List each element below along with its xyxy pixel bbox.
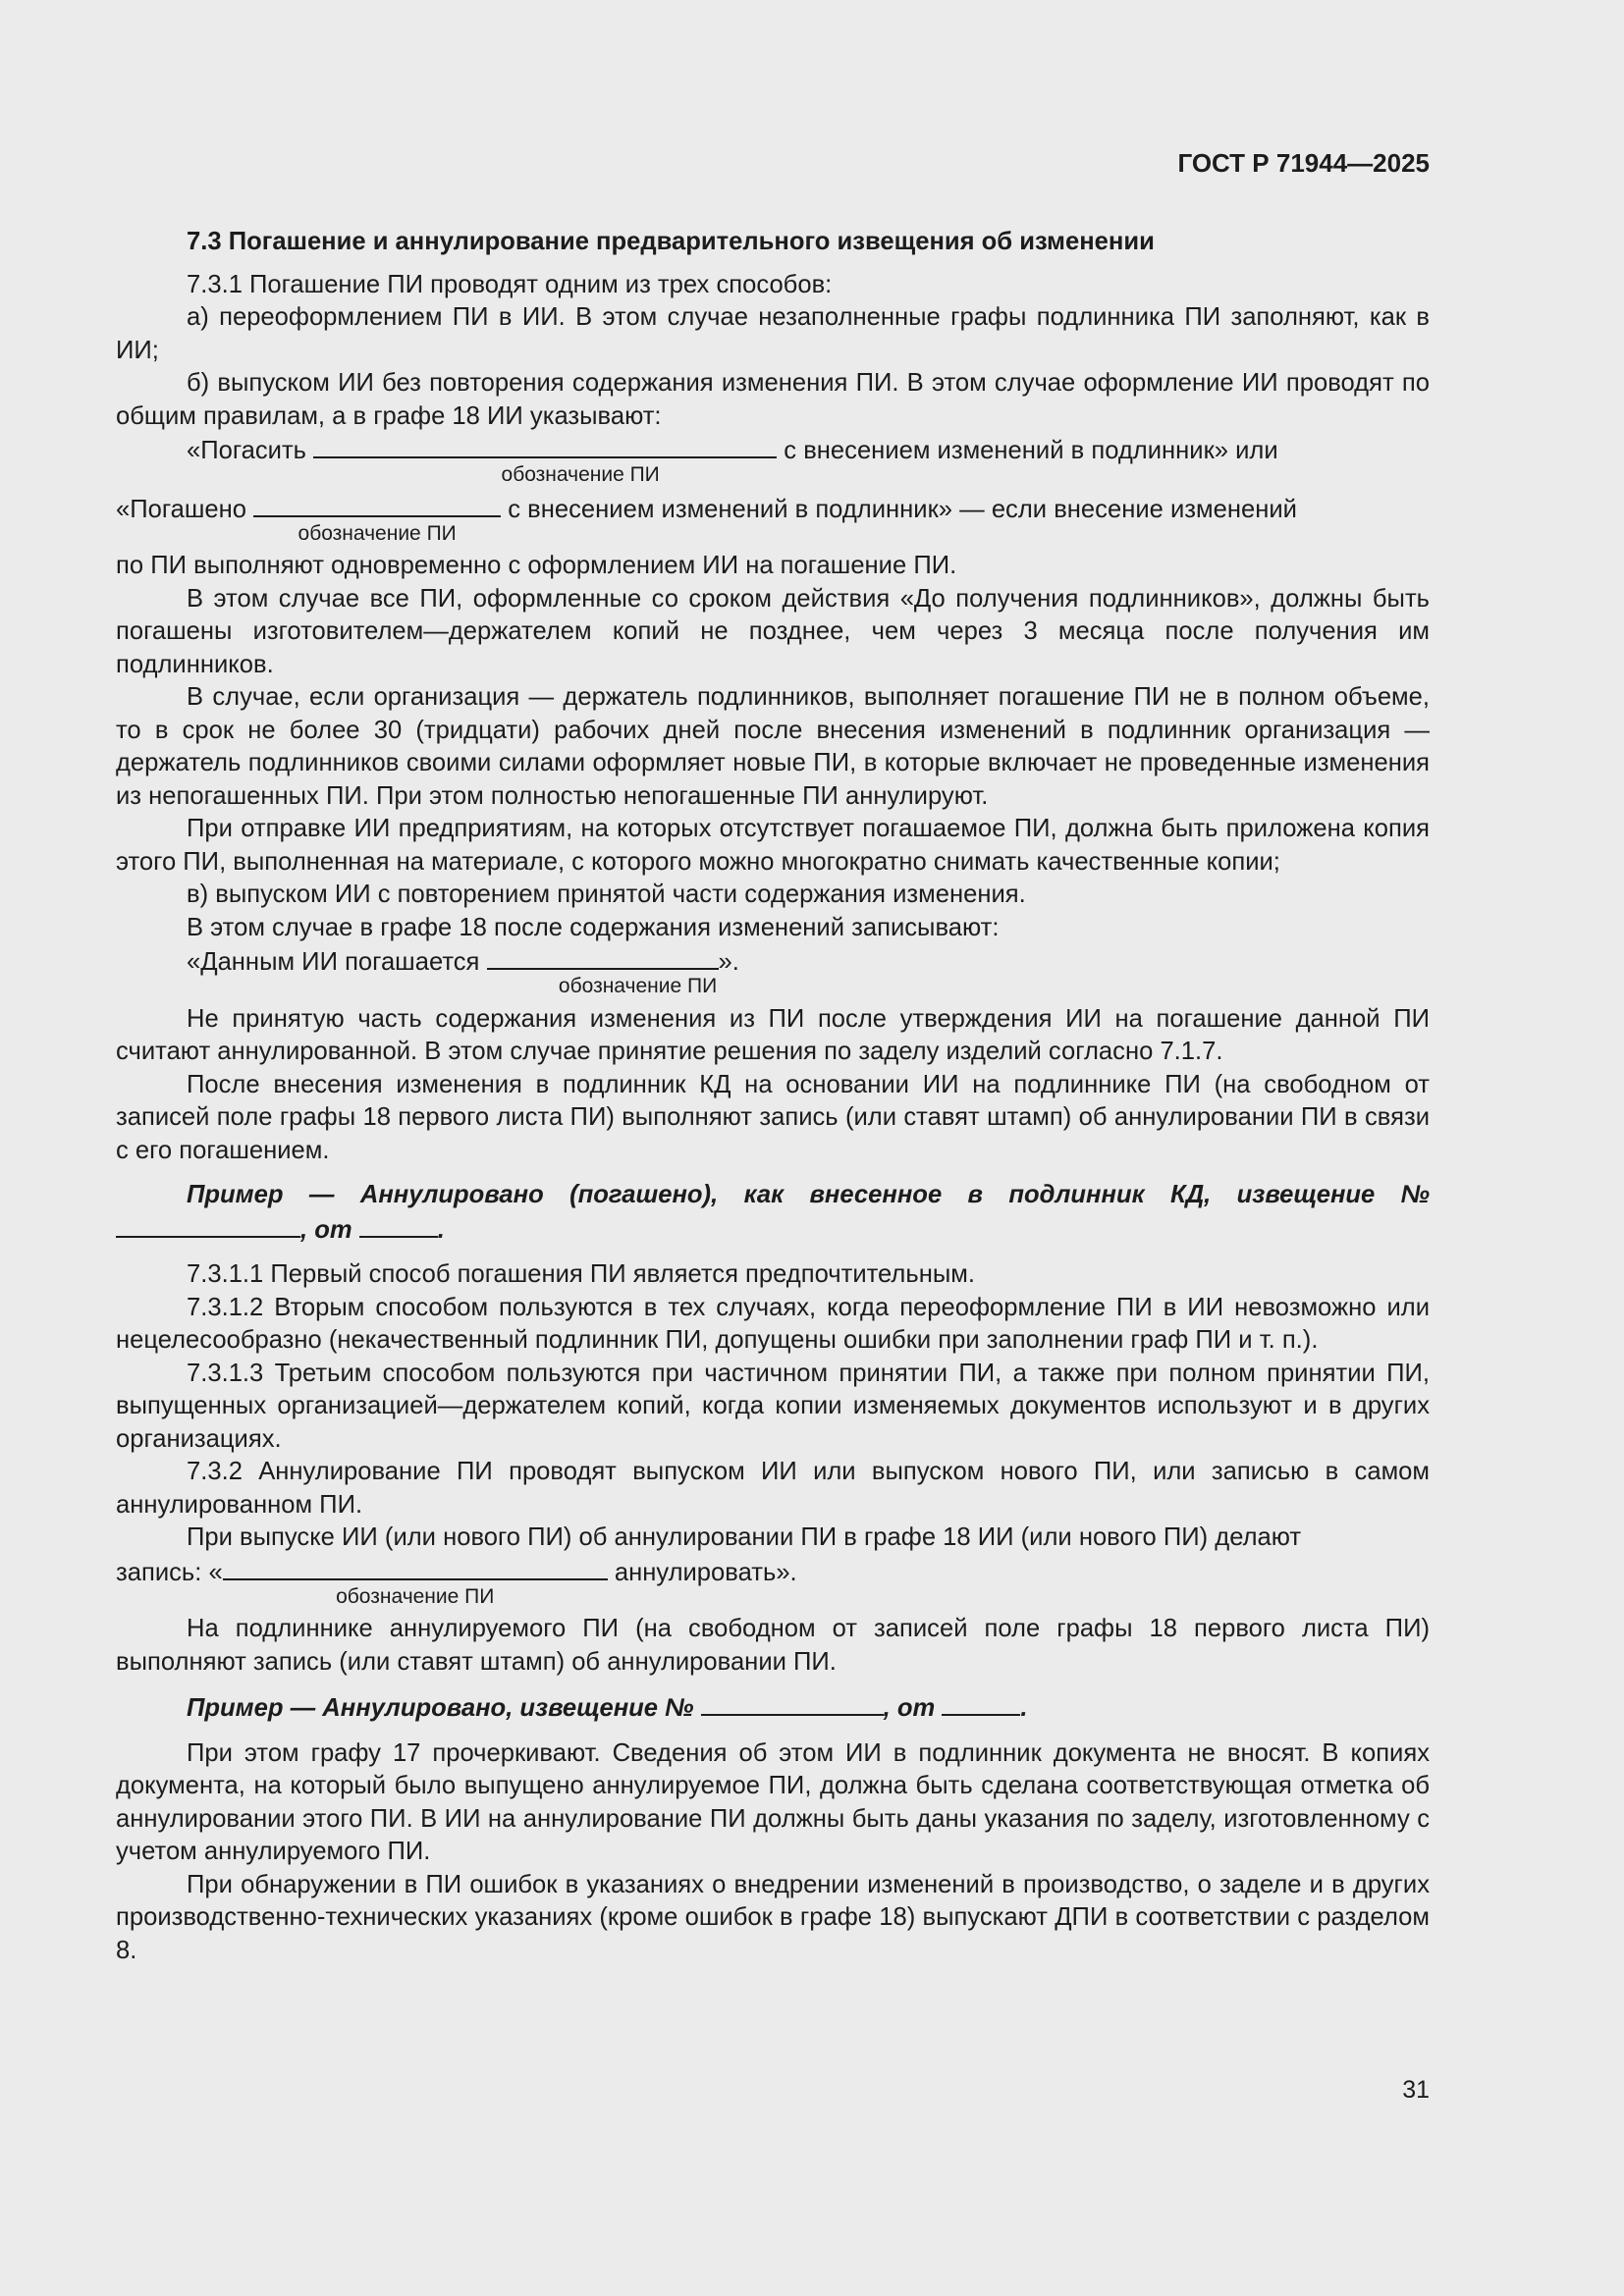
paragraph: После внесения изменения в подлинник КД на основании ИИ на подлиннике ПИ (на свободном от записей поле графы 18 первого листа ПИ) выполняют запись (или ставят штамп) об аннулировании ПИ в связи с его погашением. bbox=[116, 1070, 1430, 1164]
example-text: . bbox=[437, 1215, 445, 1244]
fill-in-blank bbox=[487, 944, 719, 997]
document-code: ГОСТ Р 71944—2025 bbox=[1177, 148, 1430, 178]
paragraph: а) переоформлением ПИ в ИИ. В этом случае незаполненные графы подлинника ПИ заполняют, как в ИИ; bbox=[116, 303, 1430, 364]
paragraph: На подлиннике аннулируемого ПИ (на свободном от записей поле графы 18 первого листа ПИ) выполняют запись (или ставят штамп) об аннулировании ПИ. bbox=[116, 1615, 1430, 1676]
formula-text: «Погасить bbox=[187, 437, 307, 464]
paragraph: 7.3.2 Аннулирование ПИ проводят выпуском ИИ или выпуском нового ПИ, или записью в самом аннулированном ПИ. bbox=[116, 1458, 1430, 1519]
formula-line bbox=[116, 944, 1430, 997]
fill-in-blank bbox=[253, 492, 501, 545]
paragraph: Не принятую часть содержания изменения из ПИ после утверждения ИИ на погашение данной ПИ считают аннулированной. В этом случае принятие решения по заделу изделий согласно 7.1.7. bbox=[116, 1004, 1430, 1065]
document-body bbox=[116, 226, 1430, 1967]
paragraph: 7.3.1.2 Вторым способом пользуются в тех случаях, когда переоформление ПИ в ИИ невозможно или нецелесообразно (некачественный подлинник ПИ, допущены ошибки при заполнении граф ПИ и т. п.). bbox=[116, 1293, 1430, 1354]
paragraph: В случае, если организация — держатель подлинников, выполняет погашение ПИ не в полном объеме, то в срок не более 30 (тридцати) рабочих дней после внесения изменений в подлинник организация — держатель подлинников своими силами оформляет новые ПИ, в которые включает не проведенные изменения из непогашенных ПИ. При этом полностью непогашенные ПИ аннулируют. bbox=[116, 683, 1430, 810]
example-text: , от bbox=[883, 1694, 936, 1722]
formula-text: ». bbox=[718, 948, 739, 976]
fill-in-blank bbox=[701, 1690, 884, 1716]
paragraph: В этом случае все ПИ, оформленные со сроком действия «До получения подлинников», должны быть погашены изготовителем—держателем копий не позднее, чем через 3 месяца после получения им подлинников. bbox=[116, 584, 1430, 678]
paragraph: При этом графу 17 прочеркивают. Сведения об этом ИИ в подлинник документа не вносят. В копиях документа, на который было выпущено аннулируемое ПИ, должна быть сделана соответствующая отметка об аннулировании этого ПИ. В ИИ на аннулирование ПИ должны быть даны указания по заделу, изготовленному с учетом аннулируемого ПИ. bbox=[116, 1738, 1430, 1865]
fill-in-blank bbox=[359, 1212, 438, 1238]
example-text: . bbox=[1020, 1694, 1028, 1722]
paragraph: В этом случае в графе 18 после содержания изменений записывают: bbox=[187, 913, 1000, 941]
blank-caption: обозначение ПИ bbox=[501, 463, 660, 486]
paragraph: в) выпуском ИИ с повторением принятой части содержания изменения. bbox=[187, 881, 1026, 908]
example-note bbox=[116, 1179, 1430, 1247]
formula-text: с внесением изменений в подлинник» или bbox=[784, 437, 1278, 464]
fill-in-blank bbox=[223, 1555, 608, 1608]
paragraph: 7.3.1.1 Первый способ погашения ПИ является предпочтительным. bbox=[187, 1260, 975, 1288]
example-note bbox=[116, 1690, 1430, 1726]
paragraph: б) выпуском ИИ без повторения содержания изменения ПИ. В этом случае оформление ИИ проводят по общим правилам, а в графе 18 ИИ указывают: bbox=[116, 369, 1430, 430]
blank-caption: обозначение ПИ bbox=[298, 521, 457, 545]
fill-in-blank bbox=[116, 1212, 300, 1238]
paragraph: 7.3.1 Погашение ПИ проводят одним из трех способов: bbox=[187, 270, 833, 298]
formula-text: «Погашено bbox=[116, 495, 247, 523]
paragraph: 7.3.1.3 Третьим способом пользуются при частичном принятии ПИ, а также при полном принятии ПИ, выпущенных организацией—держателем копий, когда копии изменяемых документов используют и в других организациях. bbox=[116, 1359, 1430, 1453]
formula-text: «Данным ИИ погашается bbox=[187, 948, 480, 976]
paragraph: При обнаружении в ПИ ошибок в указаниях о внедрении изменений в производство, о заделе и в других производственно-технических указаниях (кроме ошибок в графе 18) выпускают ДПИ в соответствии с разделом 8. bbox=[116, 1870, 1430, 1964]
paragraph: по ПИ выполняют одновременно с оформлением ИИ на погашение ПИ. bbox=[116, 552, 957, 579]
paragraph: При отправке ИИ предприятиям, на которых отсутствует погашаемое ПИ, должна быть приложена копия этого ПИ, выполненная на материале, с которого можно многократно снимать качественные копии; bbox=[116, 815, 1430, 876]
formula-line bbox=[116, 433, 1430, 486]
formula-line bbox=[116, 1555, 1430, 1608]
example-text: Пример — Аннулировано (погашено), как внесенное в подлинник КД, извещение № bbox=[187, 1181, 1430, 1208]
blank-caption: обозначение ПИ bbox=[336, 1584, 495, 1608]
paragraph: При выпуске ИИ (или нового ПИ) об аннулировании ПИ в графе 18 ИИ (или нового ПИ) делают bbox=[187, 1523, 1302, 1551]
formula-text: запись: « bbox=[116, 1558, 223, 1586]
formula-text: аннулировать». bbox=[614, 1558, 797, 1586]
page-number: 31 bbox=[1402, 2076, 1430, 2104]
fill-in-blank bbox=[942, 1690, 1020, 1716]
formula-line bbox=[116, 492, 1430, 545]
formula-text: с внесением изменений в подлинник» — если внесение изменений bbox=[508, 495, 1297, 523]
blank-caption: обозначение ПИ bbox=[558, 975, 718, 997]
section-heading: 7.3 Погашение и аннулирование предварительного извещения об изменении bbox=[187, 228, 1155, 255]
example-text: , от bbox=[300, 1215, 352, 1244]
fill-in-blank bbox=[313, 433, 777, 486]
example-text: Пример — Аннулировано, извещение № bbox=[187, 1694, 694, 1722]
